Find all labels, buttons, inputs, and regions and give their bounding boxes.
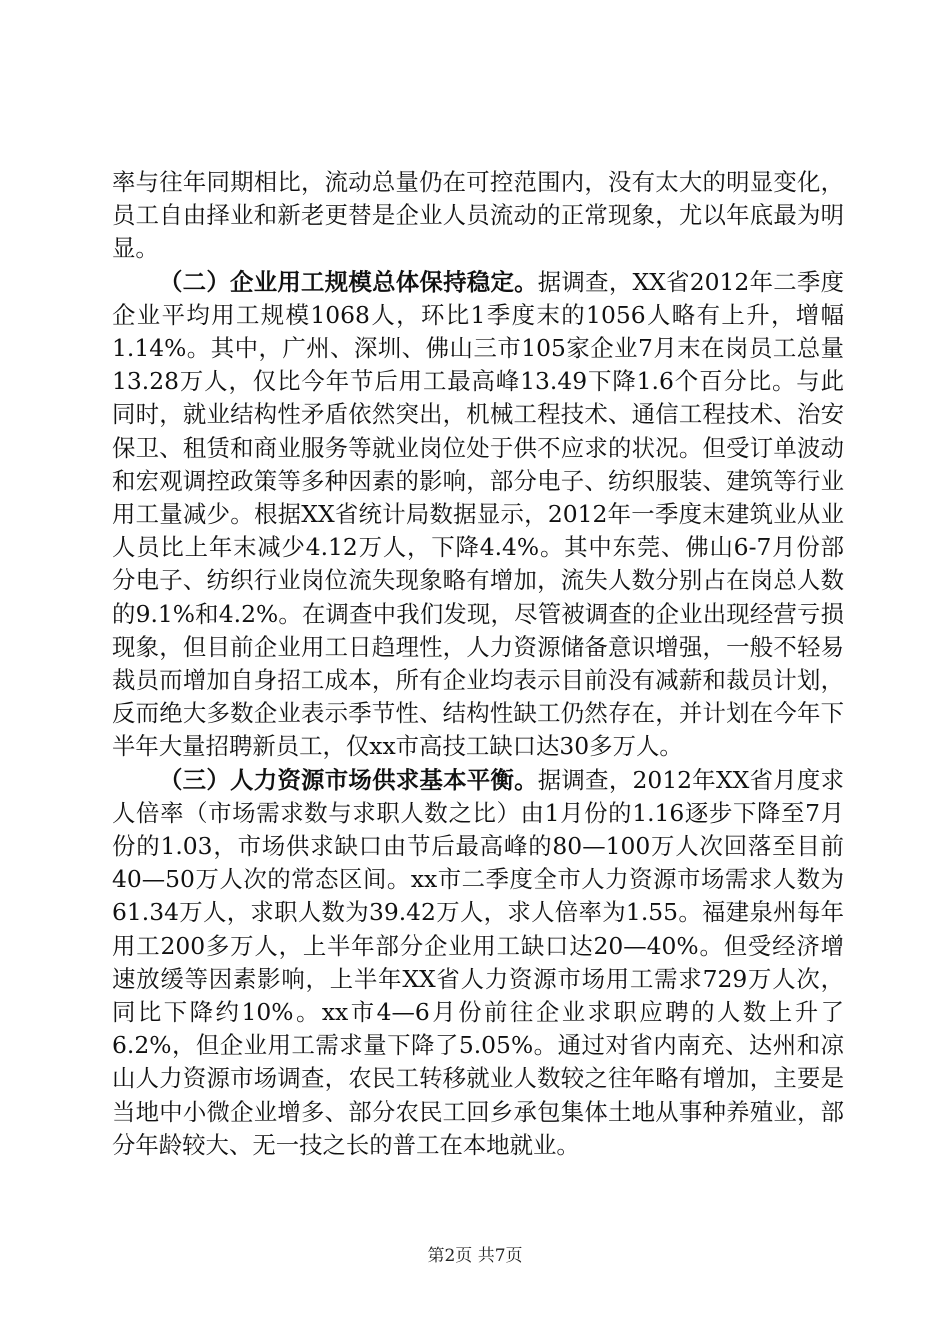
paragraph-labor-market [112,764,844,1162]
document-body [112,166,844,1162]
paragraph-continuation [112,166,844,266]
section-heading: （二）企业用工规模总体保持稳定。 [159,267,538,296]
paragraph-text: 据调查，2012年XX省月度求人倍率（市场需求数与求职人数之比）由1月份的1.16逐步下降至7月份的1.03，市场供求缺口由节后最高峰的80—100万人次回落至目前40—50万人次的常态区间。xx市二季度全市人力资源市场需求人数为61.34万人，求职人数为39.42万人，求人倍率为1.55。福建泉州每年用工200多万人，上半年部分企业用工缺口达20—40%。但受经济增速放缓等因素影响，上半年XX省人力资源市场用工需求729万人次，同比下降约10%。xx市4—6月份前往企业求职应聘的人数上升了6.2%，但企业用工需求量下降了5.05%。通过对省内南充、达州和凉山人力资源市场调查，农民工转移就业人数较之往年略有增加，主要是当地中小微企业增多、部分农民工回乡承包集体土地从事种养殖业，部分年龄较大、无一技之长的普工在本地就业。 [112,765,844,1159]
page-footer: 第2页 共7页 [427,1246,523,1266]
paragraph-text: 据调查，XX省2012年二季度企业平均用工规模1068人，环比1季度末的1056人略有上升，增幅1.14%。其中，广州、深圳、佛山三市105家企业7月末在岗员工总量13.28万人，仅比今年节后用工最高峰13.49下降1.6个百分比。与此同时，就业结构性矛盾依然突出，机械工程技术、通信工程技术、治安保卫、租赁和商业服务等就业岗位处于供不应求的状况。但受订单波动和宏观调控政策等多种因素的影响，部分电子、纺织服装、建筑等行业用工量减少。根据XX省统计局数据显示，2012年一季度末建筑业从业人员比上年末减少4.12万人，下降4.4%。其中东莞、佛山6-7月份部分电子、纺织行业岗位流失现象略有增加，流失人数分别占在岗总人数的9.1%和4.2%。在调查中我们发现，尽管被调查的企业出现经营亏损现象，但目前企业用工日趋理性，人力资源储备意识增强，一般不轻易裁员而增加自身招工成本，所有企业均表示目前没有减薪和裁员计划，反而绝大多数企业表示季节性、结构性缺工仍然存在，并计划在今年下半年大量招聘新员工，仅xx市高技工缺口达30多万人。 [112,267,844,761]
paragraph-employment-scale [112,266,844,764]
paragraph-text: 率与往年同期相比，流动总量仍在可控范围内，没有太大的明显变化，员工自由择业和新老更替是企业人员流动的正常现象，尤以年底最为明显。 [112,168,844,263]
section-heading: （三）人力资源市场供求基本平衡。 [159,765,538,794]
